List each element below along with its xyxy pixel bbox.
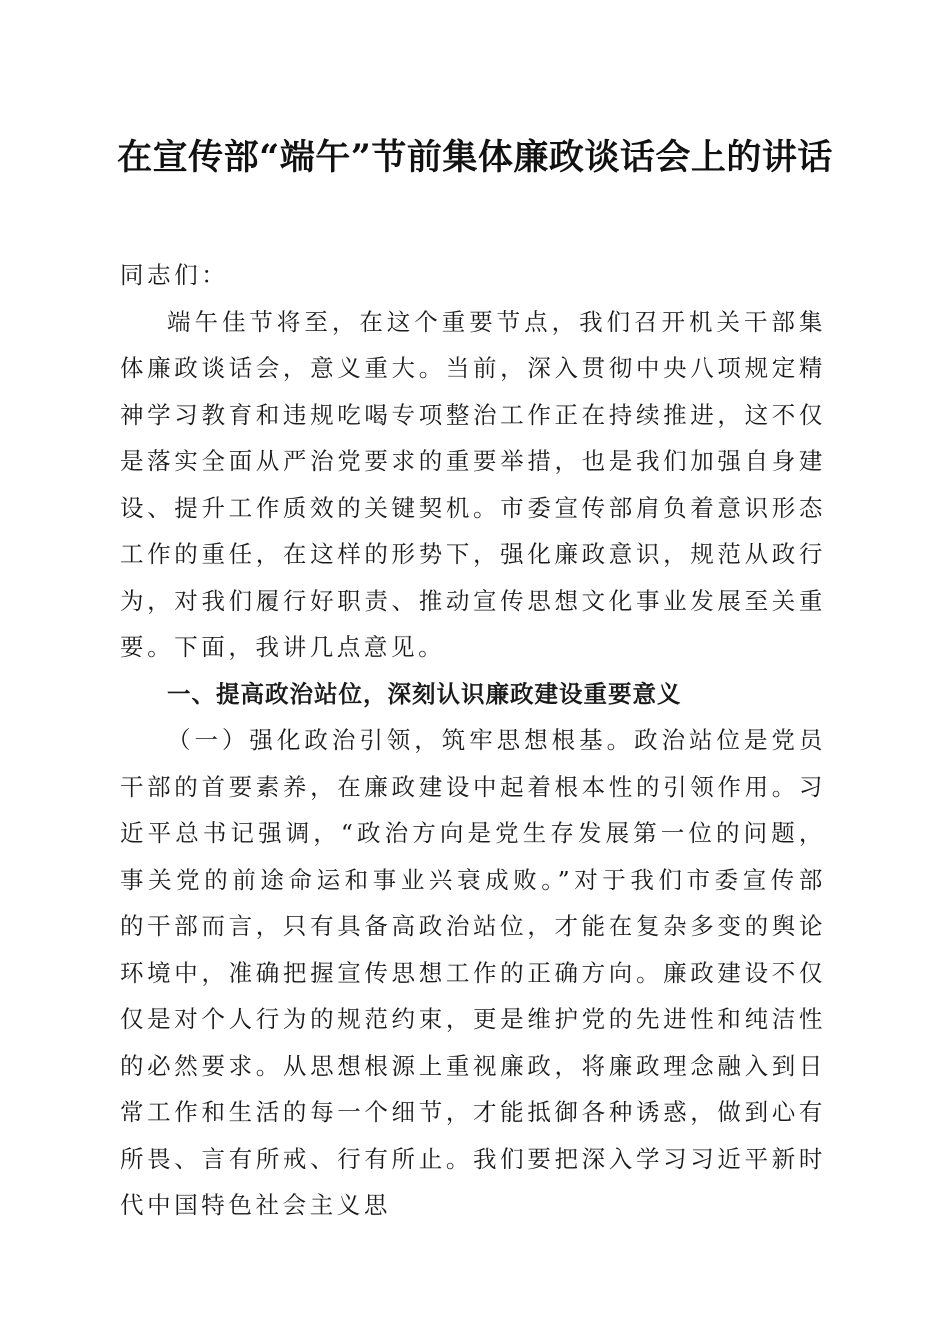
subsection-paragraph-1 [120,717,826,1229]
intro-paragraph: 端午佳节将至，在这个重要节点，我们召开机关干部集体廉政谈话会，意义重大。当前，深入贯彻中央八项规定精神学习教育和违规吃喝专项整治工作正在持续推进，这不仅是落实全面从严治党要求的重要举措，也是我们加强自身建设、提升工作质效的关键契机。市委宣传部肩负着意识形态工作的重任，在这样的形势下，强化廉政意识，规范从政行为，对我们履行好职责、推动宣传思想文化事业发展至关重要。下面，我讲几点意见。 [120,307,826,661]
subsection-lead-1: （一）强化政治引领，筑牢思想根基。 [167,726,635,754]
subsection-text-1: 政治站位是党员干部的首要素养，在廉政建设中起着根本性的引领作用。习近平总书记强调，“政治方向是党生存发展第一位的问题，事关党的前途命运和事业兴衰成败。”对于我们市委宣传部的干部而言，只有具备高政治站位，才能在复杂多变的舆论环境中，准确把握宣传思想工作的正确方向。廉政建设不仅仅是对个人行为的规范约束，更是维护党的先进性和纯洁性的必然要求。从思想根源上重视廉政，将廉政理念融入到日常工作和生活的每一个细节，才能抵御各种诱惑，做到心有所畏、言有所戒、行有所止。我们要把深入学习习近平新时代中国特色社会主义思 [120,726,827,1219]
section-heading-1: 一、提高政治站位，深刻认识廉政建设重要意义 [167,679,682,708]
document-title: 在宣传部“端午”节前集体廉政谈话会上的讲话 [117,137,833,178]
salutation: 同志们： [120,261,229,289]
document-body [120,252,826,1229]
